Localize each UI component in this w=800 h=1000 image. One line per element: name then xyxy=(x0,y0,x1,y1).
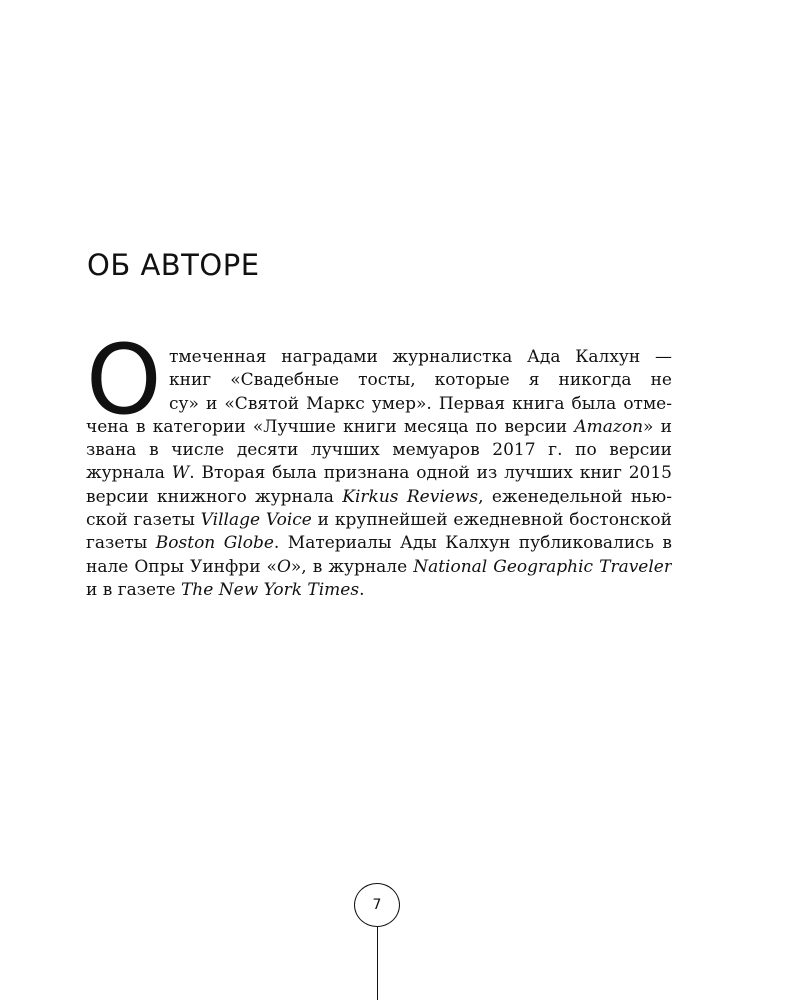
italic-title: Village Voice xyxy=(200,510,312,531)
text-segment: нале Опры Уинфри « xyxy=(86,556,277,577)
paragraph-line xyxy=(86,486,672,509)
text-segment: , еженедельной нью- xyxy=(478,486,672,507)
text-segment: звана в числе десяти лучших мемуаров 2017 г. по версии xyxy=(86,440,672,461)
italic-title: Amazon xyxy=(574,416,644,437)
text-segment: . Материалы Ады Калхун публиковались в xyxy=(273,533,672,554)
text-segment: . Вторая была признана одной из лучших книг 2015 xyxy=(189,463,672,484)
italic-title: O xyxy=(276,556,291,577)
paragraph-line xyxy=(86,369,672,392)
text-segment: » и xyxy=(643,416,672,437)
paragraph-line xyxy=(86,439,672,462)
text-segment: . xyxy=(359,579,365,600)
author-bio-paragraph xyxy=(86,346,672,602)
text-segment: версии книжного журнала xyxy=(86,486,343,507)
paragraph-line xyxy=(86,509,672,532)
italic-title: Boston Globe xyxy=(155,533,274,554)
paragraph-line xyxy=(86,556,672,579)
paragraph-line xyxy=(86,346,672,369)
paragraph-line xyxy=(86,579,672,602)
paragraph-line xyxy=(86,393,672,416)
text-segment: газеты xyxy=(86,533,156,554)
folio-rule xyxy=(377,927,378,1000)
text-segment: ской газеты xyxy=(86,510,201,531)
text-segment: чена в категории «Лучшие книги месяца по версии xyxy=(86,416,575,437)
page-number-badge xyxy=(354,883,400,927)
page-number: 7 xyxy=(372,897,382,913)
italic-title: The New York Times xyxy=(180,579,360,600)
text-segment: и в газете xyxy=(86,579,181,600)
text-segment: журнала xyxy=(86,463,172,484)
italic-title: Kirkus Reviews xyxy=(342,486,479,507)
drop-cap: О xyxy=(86,324,162,436)
italic-title: National Geographic Traveler xyxy=(413,556,672,577)
text-segment: су» и «Святой Маркс умер». Первая книга была отме- xyxy=(169,393,672,414)
paragraph-line xyxy=(86,532,672,555)
text-segment: книг «Свадебные тосты, которые я никогда не xyxy=(169,370,672,391)
italic-title: W xyxy=(171,463,190,484)
paragraph-line xyxy=(86,416,672,439)
paragraph-line xyxy=(86,462,672,485)
text-segment: », в журнале xyxy=(290,556,414,577)
text-segment: тмеченная наградами журналистка Ада Калхун — xyxy=(169,347,672,367)
chapter-heading: ОБ АВТОРЕ xyxy=(87,248,260,282)
text-segment: и крупнейшей ежедневной бостонской xyxy=(311,510,672,531)
